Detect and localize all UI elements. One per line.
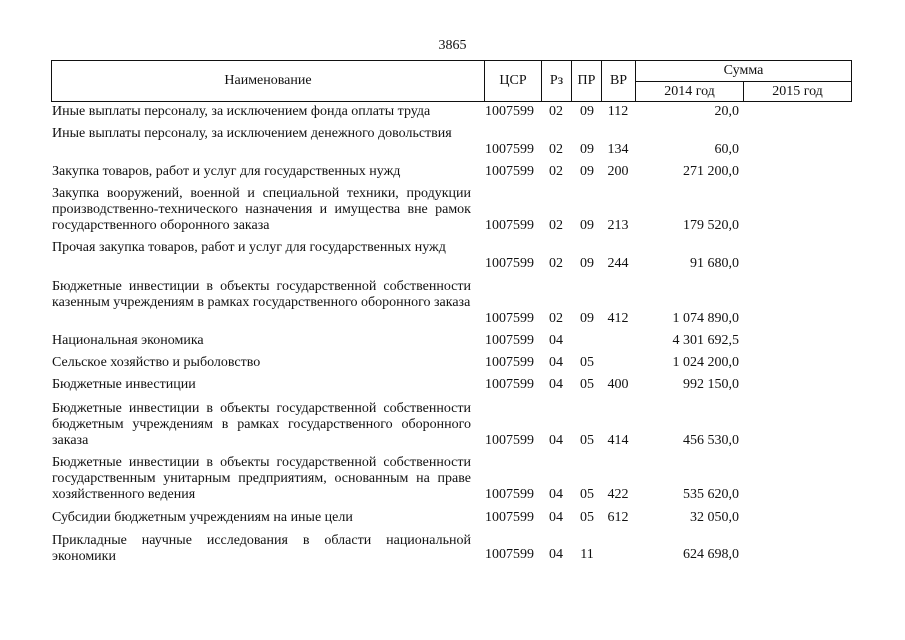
header-name: Наименование xyxy=(224,73,312,88)
row-rz: 02 xyxy=(549,164,563,179)
row-sum-2014: 20,0 xyxy=(714,104,739,119)
row-vr: 112 xyxy=(607,104,629,119)
row-vr: 414 xyxy=(607,433,629,448)
header-2015: 2015 год xyxy=(772,83,823,99)
row-name: Иные выплаты персоналу, за исключением денежного довольствия xyxy=(52,126,452,141)
row-name: Бюджетные инвестиции в объекты государственной собственности государственным унитарным предприятиям, основанным на праве хозяйственного ведения xyxy=(52,455,471,502)
row-name: Прочая закупка товаров, работ и услуг для государственных нужд xyxy=(52,240,446,255)
row-rz: 04 xyxy=(549,547,563,562)
row-vr: 612 xyxy=(607,510,629,525)
row-sum-2014: 456 530,0 xyxy=(683,433,739,448)
row-csr: 1007599 xyxy=(485,142,534,157)
row-pr: 09 xyxy=(580,311,594,326)
row-sum-2014: 624 698,0 xyxy=(683,547,739,562)
row-vr: 422 xyxy=(607,487,629,502)
row-pr: 09 xyxy=(580,218,594,233)
row-rz: 04 xyxy=(549,510,563,525)
header-rz: Рз xyxy=(549,73,564,88)
row-name: Бюджетные инвестиции в объекты государственной собственности казенным учреждениям в рамках государственного оборонного заказа xyxy=(52,279,471,310)
row-sum-2014: 60,0 xyxy=(714,142,739,157)
row-csr: 1007599 xyxy=(485,510,534,525)
row-rz: 04 xyxy=(549,355,563,370)
header-sum: Сумма xyxy=(723,63,764,78)
row-vr: 400 xyxy=(607,377,629,392)
row-sum-2014: 271 200,0 xyxy=(683,164,739,179)
row-csr: 1007599 xyxy=(485,104,534,119)
row-rz: 02 xyxy=(549,104,563,119)
row-pr: 05 xyxy=(580,355,594,370)
header-pr: ПР xyxy=(577,73,596,88)
row-csr: 1007599 xyxy=(485,377,534,392)
header-2014: 2014 год xyxy=(664,83,715,99)
row-name: Иные выплаты персоналу, за исключением фонда оплаты труда xyxy=(52,104,431,119)
row-name: Закупка вооружений, военной и специальной техники, продукции производственно-технического назначения и имущества вне рамок государственного оборонного заказа xyxy=(52,186,471,233)
row-name: Бюджетные инвестиции в объекты государственной собственности бюджетным учреждениям в рамках государственного оборонного заказа xyxy=(52,401,471,448)
row-csr: 1007599 xyxy=(485,333,534,348)
row-csr: 1007599 xyxy=(485,547,534,562)
row-name: Национальная экономика xyxy=(52,333,204,348)
row-name: Субсидии бюджетным учреждениям на иные цели xyxy=(52,510,353,525)
header-csr: ЦСР xyxy=(499,73,527,88)
row-rz: 04 xyxy=(549,377,563,392)
row-rz: 04 xyxy=(549,433,563,448)
row-name: Бюджетные инвестиции xyxy=(52,377,196,392)
row-rz: 02 xyxy=(549,311,563,326)
page-number: 3865 xyxy=(438,38,467,53)
header-vr: ВР xyxy=(609,73,628,88)
row-name: Закупка товаров, работ и услуг для государственных нужд xyxy=(52,164,401,179)
row-pr: 05 xyxy=(580,433,594,448)
row-rz: 02 xyxy=(549,256,563,271)
row-sum-2014: 1 074 890,0 xyxy=(672,311,739,326)
row-name: Сельское хозяйство и рыболовство xyxy=(52,355,261,370)
row-name: Прикладные научные исследования в области национальной экономики xyxy=(52,533,471,564)
row-sum-2014: 992 150,0 xyxy=(683,377,739,392)
row-csr: 1007599 xyxy=(485,311,534,326)
row-sum-2014: 32 050,0 xyxy=(690,510,739,525)
row-pr: 09 xyxy=(580,164,594,179)
row-rz: 04 xyxy=(549,487,563,502)
row-csr: 1007599 xyxy=(485,218,534,233)
row-rz: 02 xyxy=(549,142,563,157)
row-pr: 05 xyxy=(580,510,594,525)
row-vr: 134 xyxy=(607,142,629,157)
row-csr: 1007599 xyxy=(485,433,534,448)
row-csr: 1007599 xyxy=(485,355,534,370)
row-vr: 200 xyxy=(607,164,629,179)
row-vr: 213 xyxy=(607,218,629,233)
row-pr: 09 xyxy=(580,142,594,157)
row-sum-2014: 91 680,0 xyxy=(690,256,739,271)
row-sum-2014: 535 620,0 xyxy=(683,487,739,502)
row-sum-2014: 4 301 692,5 xyxy=(672,333,739,348)
row-rz: 04 xyxy=(549,333,563,348)
row-vr: 412 xyxy=(607,311,629,326)
row-pr: 05 xyxy=(580,377,594,392)
row-vr: 244 xyxy=(607,256,629,271)
row-csr: 1007599 xyxy=(485,256,534,271)
row-rz: 02 xyxy=(549,218,563,233)
row-pr: 11 xyxy=(580,547,594,562)
row-sum-2014: 1 024 200,0 xyxy=(672,355,739,370)
row-pr: 09 xyxy=(580,104,594,119)
row-csr: 1007599 xyxy=(485,164,534,179)
row-csr: 1007599 xyxy=(485,487,534,502)
row-sum-2014: 179 520,0 xyxy=(683,218,739,233)
row-pr: 09 xyxy=(580,256,594,271)
row-pr: 05 xyxy=(580,487,594,502)
